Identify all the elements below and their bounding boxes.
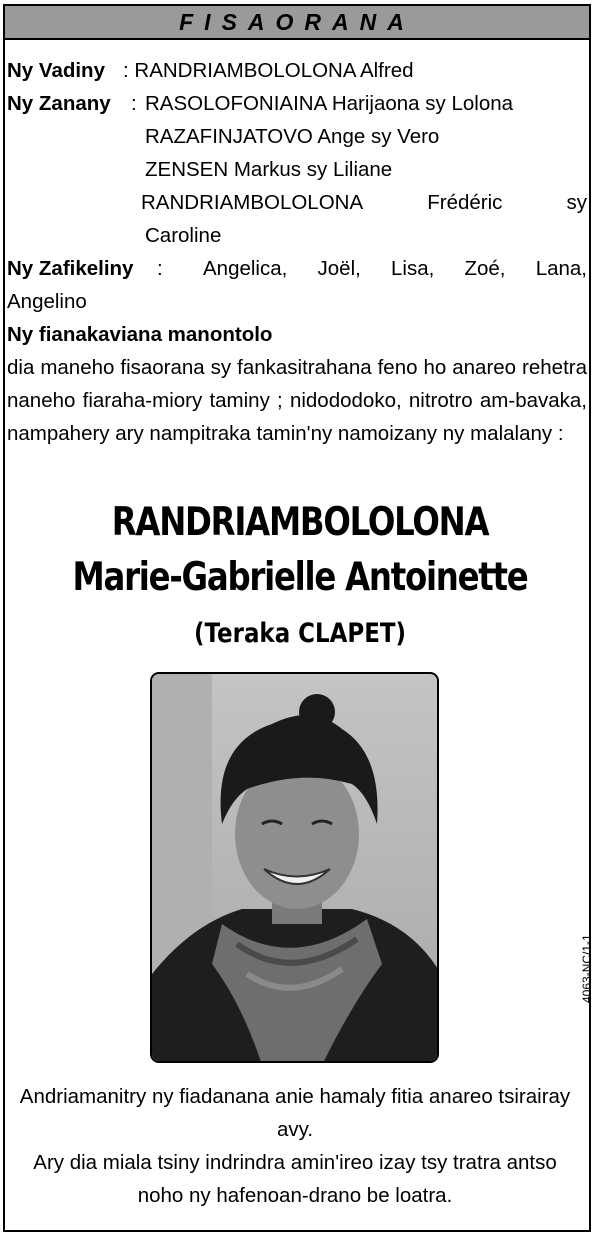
closing-message xyxy=(10,1080,580,1212)
zanany-child-4-cont: Caroline xyxy=(145,224,222,247)
deceased-given-names: Marie-Gabrielle Antoinette xyxy=(72,555,528,600)
zanany-row xyxy=(7,87,587,120)
zafikeliny-label: Ny Zafikeliny xyxy=(7,257,134,280)
header-title: FISAORANA xyxy=(179,8,415,35)
zanany-row-2 xyxy=(7,120,587,153)
closing-line-1: Andriamanitry ny fiadanana anie hamaly fitia anareo tsirairay avy. xyxy=(19,1085,571,1141)
zanany-label: Ny Zanany xyxy=(7,92,111,115)
closing-line-2: Ary dia miala tsiny indrindra amin'ireo izay tsy tratra antso noho ny hafenoan-drano be loatra. xyxy=(33,1151,557,1207)
zanany-child-1: RASOLOFONIAINA Harijaona sy Lolona xyxy=(145,92,514,115)
zanany-colon: : xyxy=(131,92,137,115)
zafikeliny-list xyxy=(203,252,587,285)
zanany-child-3: ZENSEN Markus sy Liliane xyxy=(145,158,393,181)
deceased-surname: RANDRIAMBOLOLONA xyxy=(111,500,489,545)
zafikeliny-row xyxy=(7,252,587,285)
deceased-maiden-name: (Teraka CLAPET) xyxy=(193,618,407,649)
vadiny-row xyxy=(7,54,587,87)
header-bar xyxy=(3,4,591,40)
ad-reference-code: 4063-NC/1-1 xyxy=(580,934,594,1003)
vadiny-label: Ny Vadiny xyxy=(7,59,105,82)
zafikeliny-colon: : xyxy=(157,257,163,280)
grandchild-name: Joël, xyxy=(317,257,361,280)
zanany-child-4-part-1: RANDRIAMBOLOLONA xyxy=(141,191,364,214)
zanany-child-4 xyxy=(141,186,587,219)
grandchild-name-last: Angelino xyxy=(7,290,87,313)
grandchild-name: Zoé, xyxy=(464,257,506,280)
fianakaviana-label: Ny fianakaviana manontolo xyxy=(7,323,273,346)
portrait-photo xyxy=(150,672,439,1063)
vadiny-value: : RANDRIAMBOLOLONA Alfred xyxy=(123,59,414,82)
zanany-child-4-part-2: Frédéric xyxy=(427,191,503,214)
grandchild-name: Lana, xyxy=(535,257,587,280)
family-section xyxy=(7,54,587,450)
zanany-child-2: RAZAFINJATOVO Ange sy Vero xyxy=(145,125,440,148)
fianakaviana-row xyxy=(7,318,587,351)
zanany-row-4 xyxy=(7,186,587,219)
thanks-paragraph: dia maneho fisaorana sy fankasitrahana feno ho anareo rehetra naneho fiaraha-miory taminy ; nidododoko, nitrotro am-bavaka, nampahery ary nampitraka tamin'ny namoizany ny malalany : xyxy=(7,356,587,445)
zanany-row-5 xyxy=(7,219,587,252)
portrait-illustration xyxy=(152,674,439,1063)
grandchild-name: Angelica, xyxy=(203,257,288,280)
grandchild-name: Lisa, xyxy=(391,257,435,280)
zanany-row-3 xyxy=(7,153,587,186)
zanany-child-4-part-3: sy xyxy=(566,191,587,214)
zafikeliny-row-2 xyxy=(7,285,587,318)
